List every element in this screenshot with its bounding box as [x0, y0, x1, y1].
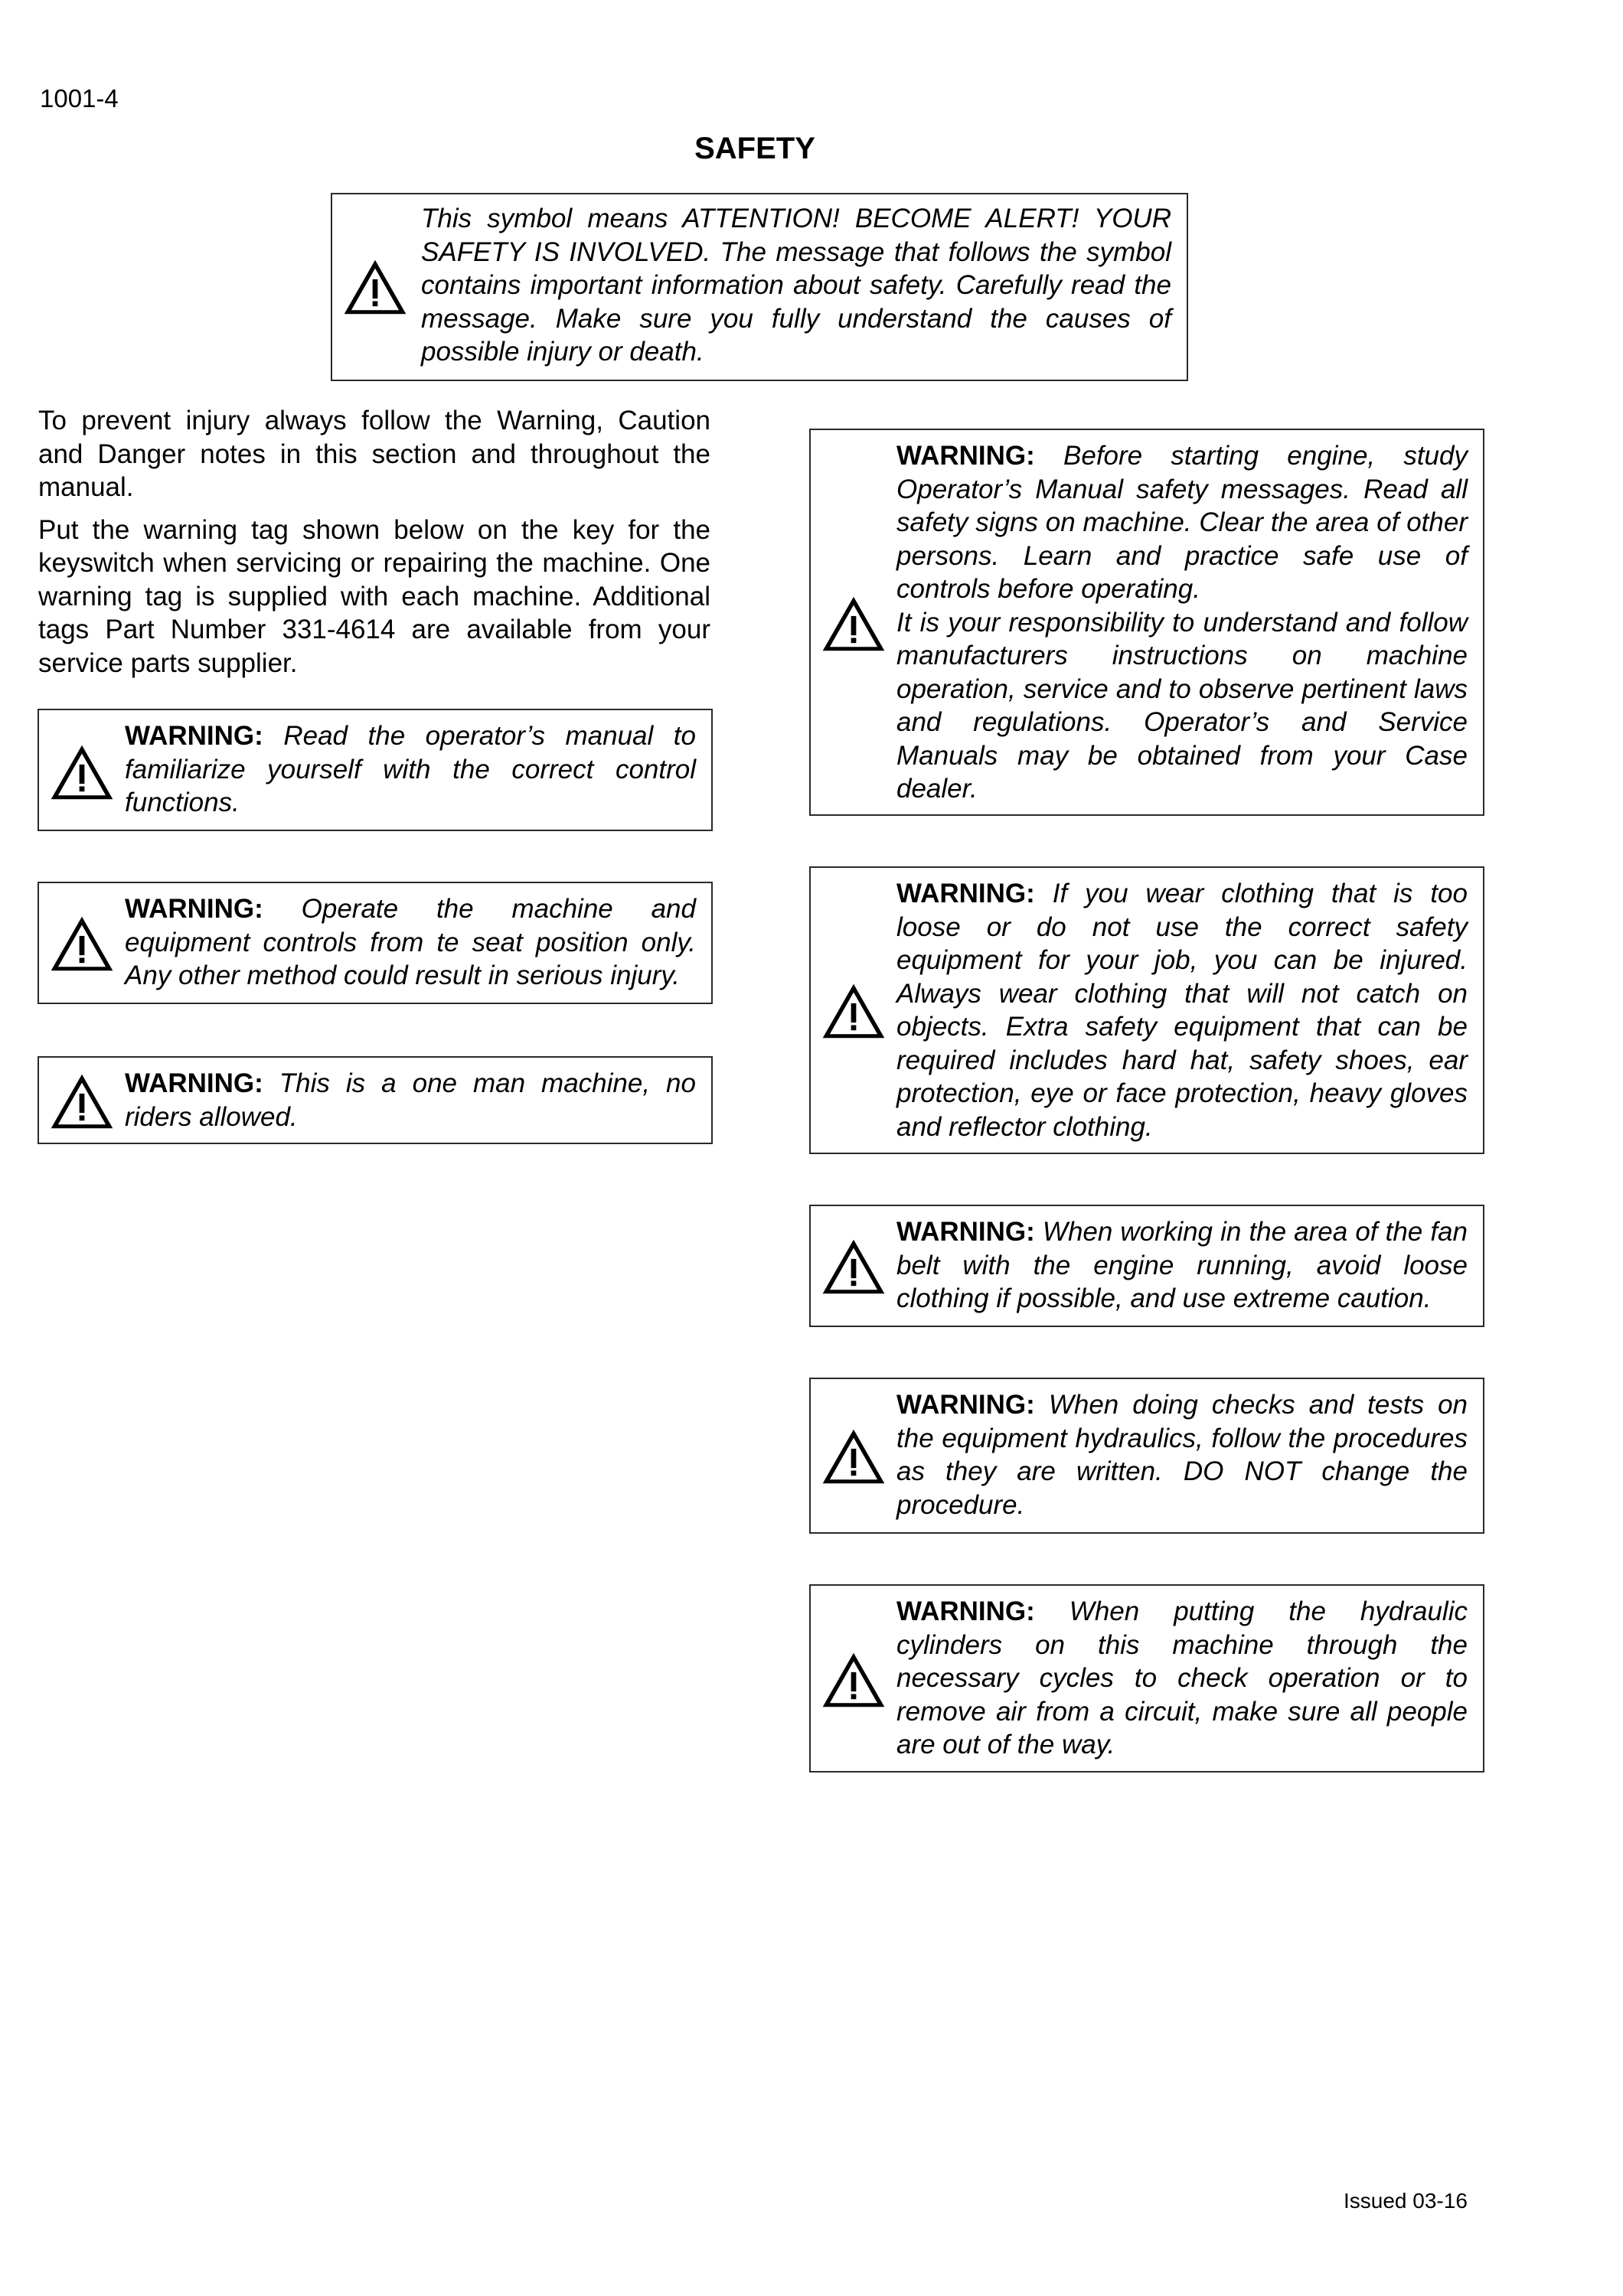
warning-label: WARNING:: [896, 1596, 1035, 1626]
warning-label: WARNING:: [125, 721, 263, 751]
warning-triangle-icon: [343, 259, 407, 315]
warning-label: WARNING:: [125, 894, 263, 924]
warning-text: This is a one man machine, no riders allowed.: [125, 1068, 696, 1132]
warning-box: [38, 882, 713, 1004]
warning-box: [809, 1378, 1484, 1534]
issued-date: Issued 03-16: [1344, 2189, 1468, 2213]
warning-box: [38, 1056, 713, 1144]
warning-label: WARNING:: [896, 1217, 1035, 1247]
warning-box: [809, 866, 1484, 1154]
warning-label: WARNING:: [896, 879, 1035, 908]
warning-triangle-icon: [821, 1238, 886, 1295]
warning-text: When putting the hydraulic cylinders on this machine through the necessary cycles to check operation or to remove air from a circuit, make sure all people are out of the way.: [896, 1596, 1468, 1760]
warning-text: When doing checks and tests on the equipment hydraulics, follow the procedures as they are written. DO NOT change the procedure.: [896, 1390, 1468, 1520]
warning-triangle-icon: [821, 1652, 886, 1708]
warning-triangle-icon: [50, 1073, 114, 1130]
warning-text: Before starting engine, study Operator’s Manual safety messages. Read all safety signs on machine. Clear the area of other persons. Learn and practice safe use of controls before operating.: [896, 441, 1468, 604]
intro-paragraph: Put the warning tag shown below on the key for the keyswitch when servicing or repairing the machine. One warning tag is supplied with each machine. Additional tags Part Number 331-4614 are available from your service parts supplier.: [38, 514, 710, 678]
warning-triangle-icon: [821, 1428, 886, 1485]
warning-box: [809, 1205, 1484, 1327]
warning-triangle-icon: [50, 915, 114, 972]
page-number: 1001-4: [40, 84, 119, 113]
warning-text: When working in the area of the fan belt with the engine running, avoid loose clothing if possible, and use extreme caution.: [896, 1217, 1468, 1313]
symbol-explanation-text: This symbol means ATTENTION! BECOME ALERT! YOUR SAFETY IS INVOLVED. The message that follows the symbol contains important information about safety. Carefully read the message. Make sure you fully understand the causes of possible injury or death.: [421, 204, 1171, 367]
page-title: SAFETY: [694, 132, 815, 165]
warning-label: WARNING:: [896, 1390, 1035, 1420]
intro-paragraph: To prevent injury always follow the Warning, Caution and Danger notes in this section and throughout the manual.: [38, 406, 710, 502]
warning-text: Operate the machine and equipment controls from te seat position only. Any other method could result in serious injury.: [125, 894, 696, 990]
warning-box: [809, 1584, 1484, 1773]
warning-triangle-icon: [821, 595, 886, 652]
warning-label: WARNING:: [125, 1068, 263, 1098]
warning-triangle-icon: [50, 744, 114, 801]
symbol-explanation-box: [331, 193, 1188, 381]
warning-text: If you wear clothing that is too loose or do not use the correct safety equipment for your job, you can be injured. Always wear clothing that will not catch on objects. Extra safety equipment that can be required includes hard hat, safety shoes, ear protection, eye or face protection, heavy gloves and reflector clothing.: [896, 879, 1468, 1142]
warning-triangle-icon: [821, 983, 886, 1039]
warning-label: WARNING:: [896, 441, 1035, 471]
warning-box: [38, 709, 713, 831]
warning-text: Read the operator’s manual to familiarize yourself with the correct control functions.: [125, 721, 696, 817]
warning-box: [809, 429, 1484, 816]
intro-text: [38, 404, 710, 689]
warning-text: It is your responsibility to understand and follow manufacturers instructions on machine operation, service and to observe pertinent laws and regulations. Operator’s and Service Manuals may be obtained from your Case dealer.: [896, 607, 1468, 804]
